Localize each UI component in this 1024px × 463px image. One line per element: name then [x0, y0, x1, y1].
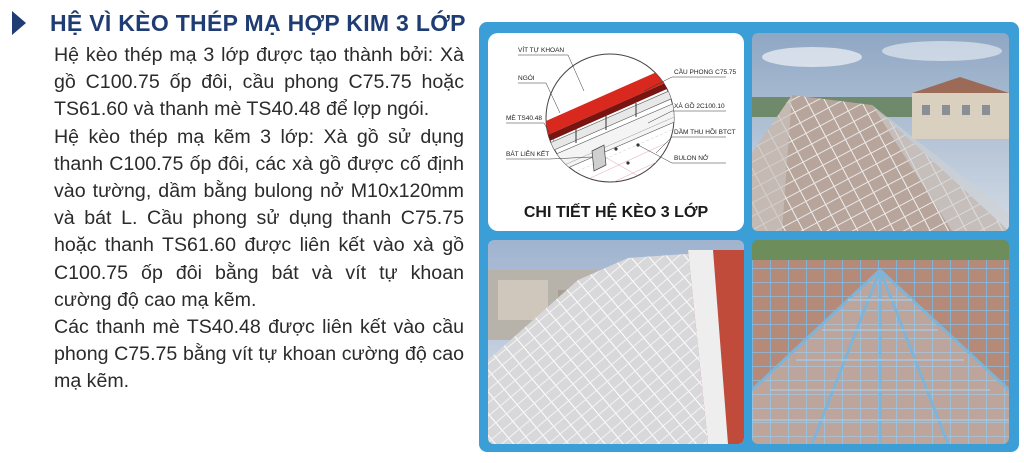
- roof-truss-photo-2: [488, 240, 744, 444]
- label-vit-tu-khoan: VÍT TỰ KHOAN: [518, 47, 565, 54]
- label-cau-phong: CẦU PHONG C75.75: [674, 69, 737, 76]
- paragraph-2: Hệ kèo thép mạ kẽm 3 lớp: Xà gồ sử dụng thanh C100.75 ốp đôi, các xà gồ được cố định vào tường, dầm bằng bulong nở M10x120mm và bát L. Cầu phong sử dụng thanh C75.75 hoặc thanh TS61.60 được liên kết vào xà gồ C100.75 ốp đôi bằng bát và vít tự khoan cường độ cao mạ kẽm.: [54, 125, 464, 311]
- diagram-caption: CHI TIẾT HỆ KÈO 3 LỚP: [523, 204, 709, 221]
- roof-truss-photo-3: [752, 240, 1009, 444]
- label-ngoi: NGÓI: [518, 75, 535, 82]
- description-text: [54, 42, 464, 396]
- page-title: HỆ VÌ KÈO THÉP MẠ HỢP KIM 3 LỚP: [50, 9, 466, 36]
- label-bat-lien-ket: BÁT LIÊN KẾT: [506, 151, 550, 158]
- roof-truss-photo-1: [752, 33, 1009, 231]
- label-xa-go: XÀ GỒ 2C100.10: [674, 103, 725, 110]
- truss-detail-diagram: [488, 33, 744, 231]
- arrow-bullet-icon: [12, 11, 26, 35]
- label-dam-thu-hoi: DẦM THU HỒI BTCT: [674, 129, 736, 136]
- paragraph-3: Các thanh mè TS40.48 được liên kết vào cầu phong C75.75 bằng vít tự khoan cường độ cao mạ kẽm.: [54, 316, 464, 393]
- label-me: MÈ TS40.48: [506, 115, 543, 122]
- label-bulon-no: BULON NỞ: [674, 155, 709, 162]
- paragraph-1: Hệ kèo thép mạ 3 lớp được tạo thành bởi: Xà gồ C100.75 ốp đôi, cầu phong C75.75 hoặc TS61.60 và thanh mè TS40.48 để lợp ngói.: [54, 44, 464, 121]
- section-heading: [12, 8, 466, 38]
